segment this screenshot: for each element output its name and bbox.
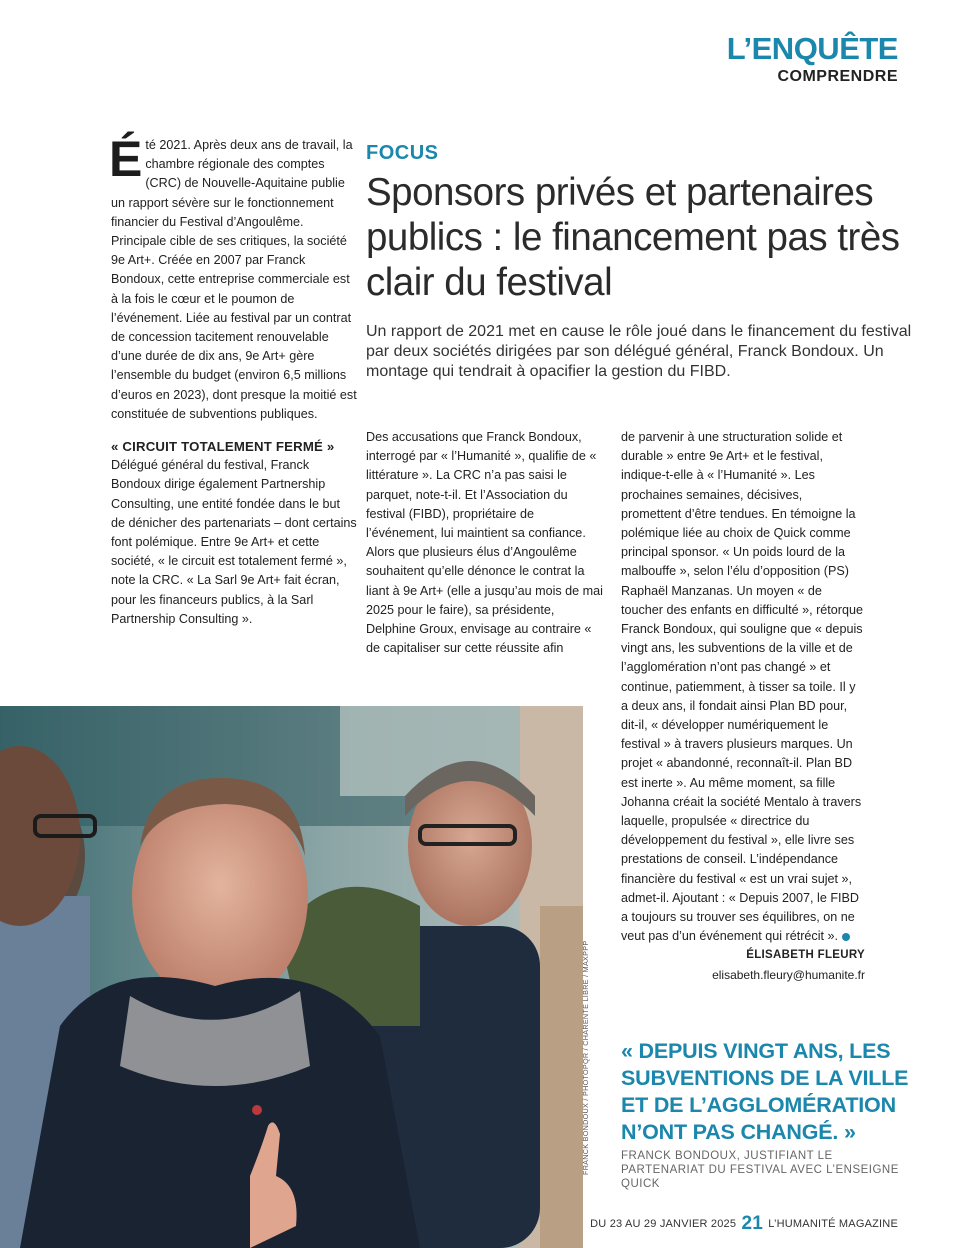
pull-quote: « DEPUIS VINGT ANS, LES SUBVENTIONS DE LA VILLE ET DE L’AGGLOMÉRATION N’ONT PAS CHANGÉ. »	[621, 1039, 909, 1144]
section-subtitle: COMPRENDRE	[777, 68, 898, 85]
section-title: L’ENQUÊTE	[726, 31, 898, 66]
festival-photo	[0, 706, 583, 1248]
photo-illustration	[0, 706, 583, 1248]
headline: Sponsors privés et partenaires publics : le financement pas très clair du festival	[366, 171, 900, 304]
intro-text: té 2021. Après deux ans de travail, la chambre régionale des comptes (CRC) de Nouvelle-Aquitaine publie un rapport sévère sur le fonctionnement financier du Festival d’Angoulême. Principale cible de ses critiques, la société 9e Art+. Créée en 2007 par Franck Bondoux, cette entreprise commerciale est à la fois le cœur et le poumon de l’événement. Liée au festival par un contrat de concession tacitement renouvelable d’une durée de dix ans, 9e Art+ gère l’ensemble du budget (environ 6,5 millions d’euros en 2023), dont presque la moitié est constituée de subventions publiques.	[111, 138, 357, 421]
article-column-2	[621, 428, 865, 985]
intro-paragraph-2: Délégué général du festival, Franck Bondoux dirige également Partnership Consulting, une entité fondée dans le but de dénicher des partenariats – dont certains font polémique. Entre 9e Art+ et cette société, « le circuit est totalement fermé », note la CRC. « La Sarl 9e Art+ fait écran, pour les financeurs publics, à la Sarl Partnership Consulting ».	[111, 458, 357, 626]
standfirst: Un rapport de 2021 met en cause le rôle joué dans le financement du festival par deux sociétés dirigées par son délégué général, Franck Bondoux. Un montage qui tendrait à opacifier la gestion du FIBD.	[366, 323, 912, 380]
author-name: ÉLISABETH FLEURY	[746, 949, 865, 962]
magazine-name: L’HUMANITÉ MAGAZINE	[768, 1218, 898, 1230]
intro-column	[109, 131, 357, 629]
author-email: elisabeth.fleury@humanite.fr	[712, 967, 865, 982]
article-text-cont: de parvenir à une structuration solide et durable » entre 9e Art+ et le festival, indique-t-elle à « l’Humanité ». Les prochaines semaines, décisives, promettent d’être tendues. En témoigne la polémique liée au choix de Quick comme principal sponsor. « Un poids lourd de la malbouffe », selon l’élu d’opposition (PS) Raphaël Manzanas. Un moyen « de toucher des enfants en difficulté », rétorque Franck Bondoux, qui souligne que « depuis vingt ans, les subventions de la ville et de l’agglomération n’ont pas changé » et continue, patiemment, à tisser sa toile. Il y a deux ans, il fondait ainsi Plan BD pour, dit-il, « développer numériquement le festival » à travers plusieurs marques. Un projet « abandonné, reconnaît-il. Plan BD est inerte ». Au même moment, sa fille Johanna créait la société Mentalo à travers laquelle, propulsée « directrice du développement du festival », elle livre ses prestations de conseil. L’indépendance financière du festival « est un vrai sujet », admet-il. Ajoutant : « Depuis 2007, le FIBD a toujours su trouver ses équilibres, on ne veut pas d’un événement qui rétrécit ».	[621, 430, 864, 944]
page-number: 21	[741, 1213, 764, 1234]
article-text: Des accusations que Franck Bondoux, interrogé par « l’Humanité », qualifie de « littérature ». La CRC n’a pas saisi le parquet, note-t-il. Et l’Association du festival (FIBD), propriétaire de l’événement, lui maintient sa confiance. Alors que plusieurs élus d’Angoulême souhaitent qu’elle dénonce le contrat la liant à 9e Art+ (elle a jusqu’au mois de mai 2025 pour le faire), sa présidente, Delphine Groux, envisage au contraire « de capitaliser sur cette réussite afin	[366, 430, 603, 656]
article-column-1	[366, 428, 606, 658]
kicker: FOCUS	[366, 142, 439, 164]
issue-dates: DU 23 AU 29 JANVIER 2025	[590, 1218, 737, 1230]
end-mark-icon	[842, 933, 850, 941]
dropcap: É	[109, 131, 143, 187]
intertitle: « CIRCUIT TOTALEMENT FERMÉ »	[111, 439, 335, 455]
pull-quote-attribution: FRANCK BONDOUX, JUSTIFIANT LE PARTENARIAT DU FESTIVAL AVEC L’ENSEIGNE QUICK	[621, 1150, 899, 1190]
photo-credit: FRANCK BONDOUX / PHOTOPQR / CHARENTE LIBRE / MAXPPP	[581, 940, 590, 1175]
page-footer	[590, 1213, 898, 1235]
intro-paragraph	[109, 131, 357, 424]
article-text-end	[621, 428, 865, 946]
